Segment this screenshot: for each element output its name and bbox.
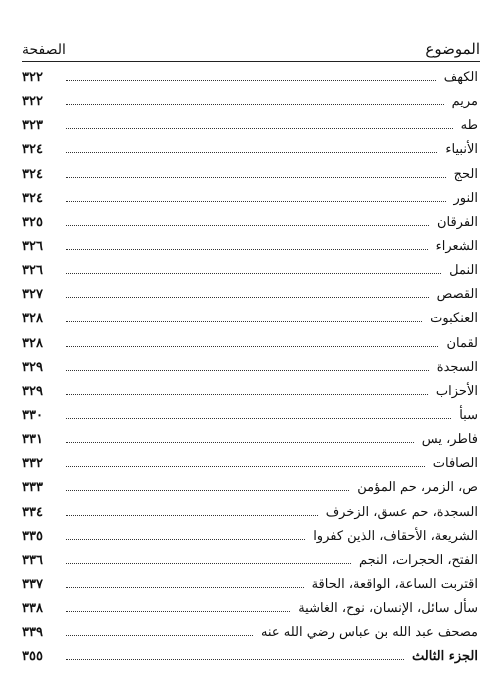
toc-entry-page: ٣٢٦ [22, 238, 43, 254]
dot-leader [66, 562, 351, 564]
toc-entry-page: ٣٣١ [22, 432, 43, 448]
toc-entry-title: الأحزاب [435, 383, 478, 399]
toc-entry [22, 456, 478, 480]
toc-entry [22, 167, 478, 191]
dot-leader [66, 224, 429, 226]
toc-entry-page: ٣٢٩ [22, 383, 43, 399]
toc-entry [22, 384, 478, 408]
toc-entry-page: ٣٢٦ [22, 263, 43, 279]
toc-entry-page: ٣٣٧ [22, 576, 43, 592]
toc-entry-title: الفتح، الحجرات، النجم [358, 552, 478, 568]
toc-entry [22, 239, 478, 263]
toc-list [22, 70, 478, 674]
toc-entry [22, 649, 478, 673]
dot-leader [66, 393, 428, 395]
toc-entry-page: ٣٢٥ [22, 214, 43, 230]
toc-entry-title: اقتربت الساعة، الواقعة، الحاقة [311, 576, 478, 592]
toc-entry-page: ٣٢٨ [22, 311, 43, 327]
toc-entry-title: السجدة، حم عسق، الزخرف [325, 504, 478, 520]
toc-entry [22, 553, 478, 577]
toc-entry-title: الأنبياء [445, 142, 478, 158]
dot-leader [66, 320, 422, 322]
toc-entry-page: ٣٢٣ [22, 118, 43, 134]
toc-entry-title: الجزء الثالث [412, 649, 478, 665]
toc-entry-title: العنكبوت [430, 311, 478, 327]
toc-entry [22, 142, 478, 166]
dot-leader [66, 634, 253, 636]
toc-entry [22, 118, 478, 142]
dot-leader [66, 200, 446, 202]
toc-entry-title: النور [453, 190, 478, 206]
toc-entry-page: ٣٢٩ [22, 359, 43, 375]
dot-leader [66, 176, 446, 178]
toc-entry-title: الشعراء [435, 238, 478, 254]
toc-entry [22, 70, 478, 94]
toc-entry [22, 215, 478, 239]
toc-entry-title: فاطر، يس [421, 432, 478, 448]
toc-entry [22, 191, 478, 215]
toc-entry-title: سأل سائل، الإنسان، نوح، الغاشية [298, 601, 478, 617]
dot-leader [66, 538, 305, 540]
toc-entry [22, 432, 478, 456]
toc-entry [22, 505, 478, 529]
dot-leader [66, 103, 444, 105]
toc-entry-page: ٣٢٤ [22, 166, 43, 182]
toc-entry-title: الشريعة، الأحقاف، الذين كفروا [313, 528, 478, 544]
dot-leader [66, 465, 425, 467]
dot-leader [66, 441, 414, 443]
dot-leader [66, 79, 436, 81]
toc-entry-page: ٣٣٩ [22, 625, 43, 641]
page-column-label: الصفحة [22, 42, 66, 58]
toc-entry-page: ٣٣٣ [22, 480, 43, 496]
toc-entry-title: مصحف عبد الله بن عباس رضي الله عنه [260, 625, 478, 641]
header-divider [22, 61, 480, 62]
toc-entry-title: النمل [449, 263, 478, 279]
toc-entry-title: الكهف [443, 70, 478, 85]
toc-entry-page: ٣٢٤ [22, 142, 43, 158]
toc-header [22, 30, 480, 58]
toc-entry-title: الفرقان [436, 214, 478, 230]
toc-entry [22, 408, 478, 432]
dot-leader [66, 248, 428, 250]
toc-entry [22, 625, 478, 649]
dot-leader [66, 586, 304, 588]
toc-entry [22, 601, 478, 625]
toc-entry-page: ٣٢٢ [22, 70, 43, 85]
toc-entry-page: ٣٣٠ [22, 407, 43, 423]
toc-entry-page: ٣٢٢ [22, 94, 43, 110]
toc-entry-page: ٣٣٢ [22, 456, 43, 472]
toc-entry [22, 311, 478, 335]
toc-entry-title: مريم [451, 94, 478, 110]
dot-leader [66, 151, 437, 153]
toc-entry [22, 577, 478, 601]
dot-leader [66, 658, 404, 660]
toc-entry-page: ٣٥٥ [22, 649, 43, 665]
dot-leader [66, 345, 438, 347]
dot-leader [66, 610, 290, 612]
toc-entry-title: سبأ [459, 407, 478, 423]
toc-entry-page: ٣٣٨ [22, 601, 43, 617]
dot-leader [66, 417, 451, 419]
toc-entry [22, 336, 478, 360]
dot-leader [66, 514, 318, 516]
dot-leader [66, 489, 349, 491]
toc-entry [22, 480, 478, 504]
toc-entry-title: طه [460, 118, 478, 134]
toc-entry [22, 263, 478, 287]
toc-entry [22, 360, 478, 384]
toc-entry-title: لقمان [446, 335, 478, 351]
dot-leader [66, 369, 429, 371]
dot-leader [66, 296, 429, 298]
toc-entry-title: الحج [453, 166, 478, 182]
dot-leader [66, 272, 441, 274]
toc-entry-page: ٣٣٤ [22, 504, 43, 520]
toc-entry-page: ٣٣٦ [22, 552, 43, 568]
toc-entry-page: ٣٢٨ [22, 335, 43, 351]
toc-entry [22, 94, 478, 118]
toc-entry-page: ٣٢٤ [22, 190, 43, 206]
toc-entry-title: الصافات [432, 456, 478, 472]
toc-entry [22, 529, 478, 553]
toc-entry-title: القصص [436, 287, 478, 303]
dot-leader [66, 127, 453, 129]
toc-entry-page: ٣٢٧ [22, 287, 43, 303]
toc-entry-title: ص، الزمر، حم المؤمن [357, 480, 478, 496]
toc-entry-title: السجدة [436, 359, 478, 375]
toc-entry [22, 287, 478, 311]
toc-entry-page: ٣٣٥ [22, 528, 43, 544]
topic-column-label: الموضوع [425, 40, 480, 58]
